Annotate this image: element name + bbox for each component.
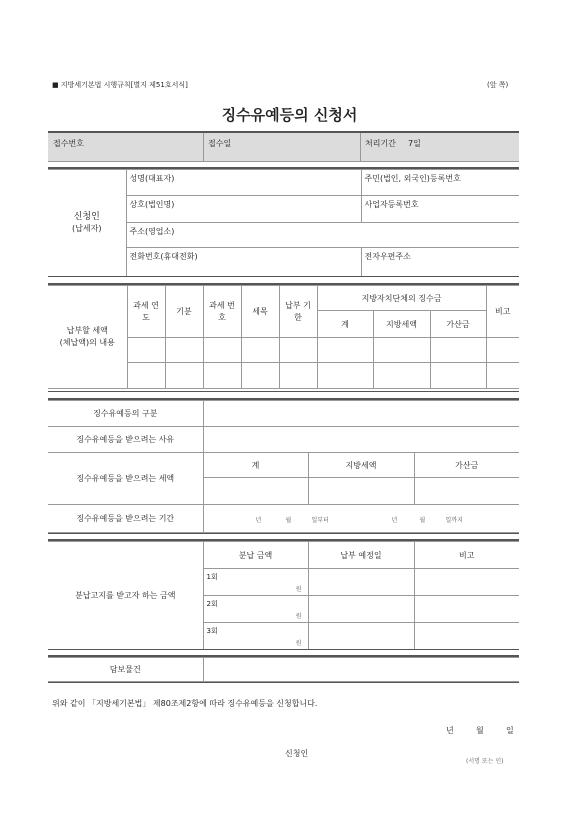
company-name-field[interactable]: 상호(법인명) [126,196,361,223]
installment-label: 분납고지를 받고자 하는 금액 [48,542,203,650]
date-month: 월 [476,726,484,735]
tax-section-label: 납부할 세액 (체납액)의 내용 [48,286,127,389]
signer-label: 신청인 [285,749,309,758]
col-additional: 가산금 [430,311,486,338]
collateral-label: 담보물건 [48,658,203,682]
deferral-reason-label: 징수유예등을 받으려는 사유 [48,427,203,453]
signature-note: (서명 또는 인) [466,758,504,765]
tax-table [48,285,519,389]
col-total: 계 [317,311,373,338]
deferral-local-field[interactable] [308,478,414,505]
deferral-col-local: 지방세액 [308,453,414,478]
deferral-additional-field[interactable] [414,478,519,505]
application-statement: 위와 같이 「지방세기본법」 제80조제2항에 따라 징수유예등을 신청합니다. [52,699,318,708]
deferral-table [48,400,519,533]
installment-date-1[interactable] [308,569,414,596]
deferral-col-additional: 가산금 [414,453,519,478]
installment-amount-2[interactable]: 2회 원 [203,596,308,623]
deferral-type-label: 징수유예등의 구분 [48,401,203,427]
form-reference: ■ 지방세기본법 시행규칙[별지 제51호서식] [52,81,188,89]
receipt-no-label: 접수번호 [53,139,84,148]
installment-note-1[interactable] [414,569,519,596]
installment-date-2[interactable] [308,596,414,623]
col-due-date: 납부 기한 [279,286,317,338]
page-side-label: (앞 쪽) [487,81,509,89]
processing-period-label: 처리기간 [365,139,396,148]
receipt-bar [48,133,519,161]
applicant-name-field[interactable]: 성명(대표자) [126,170,361,196]
business-no-field[interactable]: 사업자등록번호 [361,196,519,223]
installment-amount-3[interactable]: 3회 원 [203,623,308,650]
deferral-amount-label: 징수유예등을 받으려는 세액 [48,453,203,505]
col-tax-item: 세목 [241,286,279,338]
collateral-table [48,657,519,682]
deferral-reason-field[interactable] [203,427,519,453]
date-year: 년 [446,726,454,735]
deferral-total-field[interactable] [203,478,308,505]
installment-note-2[interactable] [414,596,519,623]
form-title: 징수유예등의 신청서 [221,106,358,124]
installment-note-3[interactable] [414,623,519,650]
installment-col-amount: 분납 금액 [203,542,308,569]
deferral-type-field[interactable] [203,401,519,427]
deferral-period-field[interactable]: 년 월 일부터 년 월 일까지 [203,505,519,533]
col-tax-year: 과세 연도 [127,286,165,338]
installment-col-note: 비고 [414,542,519,569]
email-field[interactable]: 전자우편주소 [361,248,519,277]
col-note: 비고 [486,286,519,338]
col-local-tax: 지방세액 [373,311,430,338]
installment-table [48,541,519,650]
applicant-table [48,169,519,277]
col-period: 기분 [165,286,203,338]
installment-col-date: 납부 예정일 [308,542,414,569]
collateral-field[interactable] [203,658,519,682]
address-field[interactable]: 주소(영업소) [126,223,519,248]
phone-field[interactable]: 전화번호(휴대전화) [126,248,361,277]
processing-period-value: 7일 [408,139,421,148]
installment-date-3[interactable] [308,623,414,650]
applicant-section-label: 신청인 (납세자) [48,170,126,277]
resident-no-field[interactable]: 주민(법인, 외국인)등록번호 [361,170,519,196]
deferral-col-total: 계 [203,453,308,478]
col-tax-no: 과세 번호 [203,286,241,338]
receipt-date-label: 접수일 [208,139,232,148]
date-day: 일 [506,726,514,735]
deferral-period-label: 징수유예등을 받으려는 기간 [48,505,203,533]
col-group-collection: 지방자치단체의 징수금 [317,286,486,311]
installment-amount-1[interactable]: 1회 원 [203,569,308,596]
